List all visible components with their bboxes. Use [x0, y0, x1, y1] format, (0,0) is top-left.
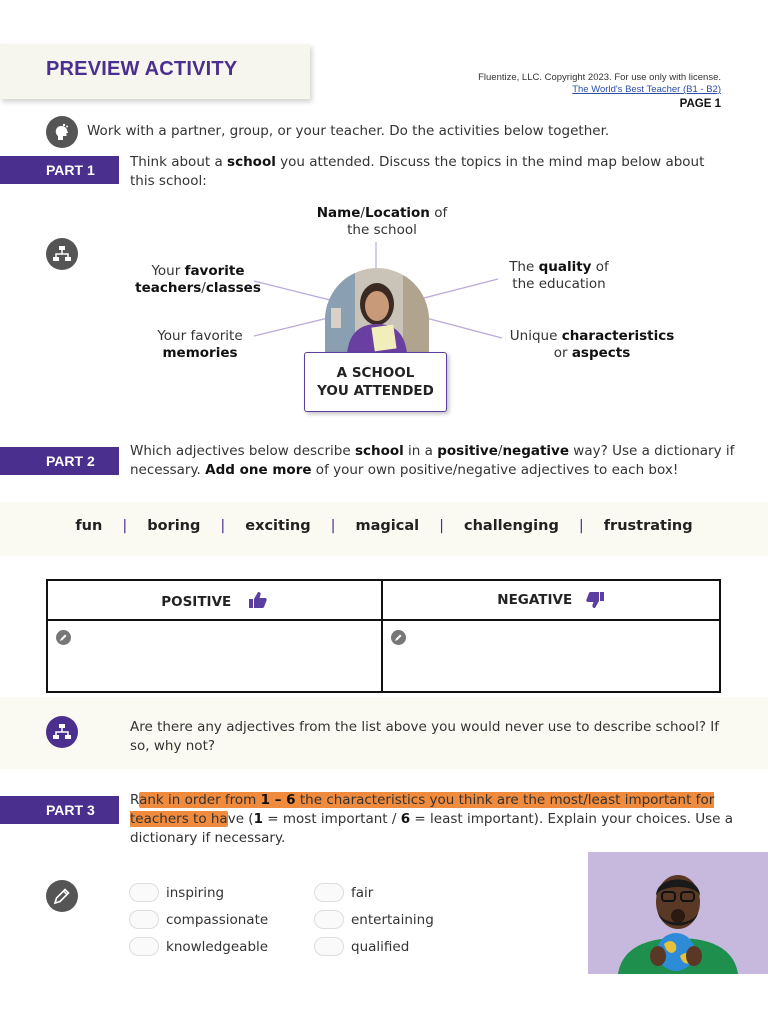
part3-instructions: Rank in order from 1 – 6 the characteristics you think are the most/least important for teachers to have (1 = most important / 6 = least important). Explain your choices. Use a dictionary if necessary.: [130, 792, 734, 846]
mindmap-center-box: [304, 352, 447, 412]
text-highlight: ank in order from 1 – 6 the characteristics you think are the most/least important for teachers to ha: [130, 792, 715, 827]
rank-input[interactable]: [129, 883, 159, 902]
positive-answer-cell[interactable]: [47, 620, 382, 692]
rank-option-label: knowledgeable: [166, 938, 269, 955]
rank-options-left: [129, 879, 268, 960]
mindmap-top-label: Name/Location of the school: [316, 205, 448, 238]
rank-option-label: fair: [351, 884, 374, 901]
word-separator: |: [439, 518, 444, 534]
word-item: exciting: [245, 518, 311, 534]
word-separator: |: [578, 518, 584, 534]
part2-question: Are there any adjectives from the list above you would never use to describe school? If so, why not?: [130, 719, 720, 754]
lesson-link[interactable]: The World's Best Teacher (B1 - B2): [572, 84, 721, 95]
rank-option-label: entertaining: [351, 911, 434, 928]
rank-option: [314, 933, 434, 960]
page-number: PAGE 1: [679, 98, 721, 110]
thumbs-up-icon: [248, 591, 268, 609]
rank-option: [129, 879, 268, 906]
word-bank: [0, 518, 768, 534]
rank-option-label: qualified: [351, 938, 410, 955]
rank-option: [129, 933, 268, 960]
teacher-photo: [588, 852, 768, 974]
thumbs-down-icon: [585, 591, 605, 609]
mindmap-left-top-label: Your favorite teachers/classes: [135, 263, 261, 296]
intro-text: Work with a partner, group, or your teacher. Do the activities below together.: [87, 123, 610, 139]
mindmap-center-line2: YOU ATTENDED: [317, 383, 434, 399]
rank-option-label: compassionate: [166, 911, 269, 928]
mindmap-right-bottom-label: Unique characteristics or aspects: [509, 328, 675, 361]
copyright-text: Fluentize, LLC. Copyright 2023. For use only with license.: [478, 72, 721, 83]
mindmap-left-bottom-label: Your favorite memories: [157, 328, 243, 361]
pencil-icon: [46, 880, 78, 912]
positive-header: POSITIVE: [47, 580, 382, 620]
rank-option: [314, 906, 434, 933]
word-item: magical: [355, 518, 420, 534]
part1-instructions: Think about a school you attended. Discuss the topics in the mind map below about this school:: [130, 154, 705, 189]
mindmap-right-top-label: The quality of the education: [509, 259, 609, 292]
rank-option-label: inspiring: [166, 884, 225, 901]
part1-tab: PART 1: [0, 156, 119, 184]
part2-tab: PART 2: [0, 447, 119, 475]
page-title: PREVIEW ACTIVITY: [46, 58, 238, 80]
word-item: boring: [147, 518, 201, 534]
rank-input[interactable]: [314, 883, 344, 902]
rank-options-right: [314, 879, 434, 960]
rank-option: [314, 879, 434, 906]
pencil-icon: [56, 630, 71, 645]
word-separator: |: [330, 518, 336, 534]
word-separator: |: [220, 518, 226, 534]
part2-instructions: Which adjectives below describe school in a positive/negative way? Use a dictionary if necessary. Add one more of your own positive/negative adjectives to each box!: [130, 443, 735, 478]
rank-option: [129, 906, 268, 933]
negative-answer-cell[interactable]: [382, 620, 720, 692]
mindmap-center-line1: A SCHOOL: [336, 365, 415, 381]
rank-input[interactable]: [129, 910, 159, 929]
negative-header: NEGATIVE: [382, 580, 720, 620]
rank-input[interactable]: [314, 937, 344, 956]
pencil-icon: [391, 630, 406, 645]
word-item: fun: [75, 518, 103, 534]
word-item: frustrating: [603, 518, 693, 534]
word-separator: |: [122, 518, 128, 534]
word-item: challenging: [464, 518, 559, 534]
mindmap-icon: [46, 716, 78, 748]
adjective-table: [46, 579, 721, 693]
rank-input[interactable]: [314, 910, 344, 929]
rank-input[interactable]: [129, 937, 159, 956]
part3-tab: PART 3: [0, 796, 119, 824]
